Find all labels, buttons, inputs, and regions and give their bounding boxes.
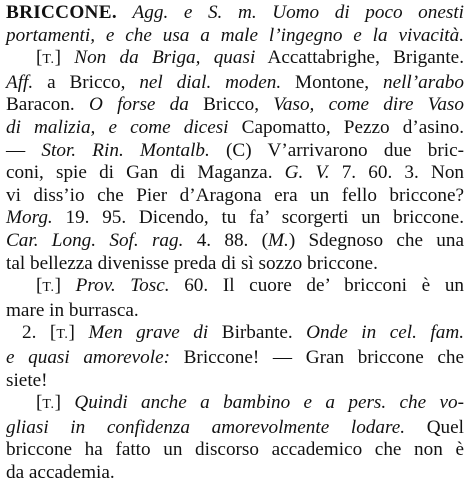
text-run: ]	[54, 47, 75, 69]
text-run: [	[36, 47, 43, 69]
italic-text: O forse da	[88, 94, 189, 116]
entry-line	[6, 322, 464, 347]
text-run: mare in burrasca.	[6, 299, 139, 321]
entry-line	[6, 117, 464, 140]
text-run: 60. Il cuore de’ bricconi è un	[169, 275, 465, 297]
text-run: [	[36, 392, 43, 414]
tommaseo-mark: T.	[56, 327, 69, 343]
text-run: Accattabrighe, Brigante.	[255, 47, 464, 69]
italic-text: portamenti, e che usa a male l’ingegno e la vivacità.	[6, 24, 464, 46]
entry-line	[6, 140, 464, 163]
entry-line	[6, 370, 464, 393]
tommaseo-mark: T.	[42, 52, 55, 68]
text-run: briccone ha fatto un discorso accademico che non è	[6, 439, 464, 461]
text-run: ) Sdegnoso che una	[288, 229, 465, 251]
text-run: Baracon.	[6, 94, 89, 116]
text-run: ]	[68, 322, 89, 344]
italic-text: Non da Briga, quasi	[74, 47, 256, 69]
text-run: —	[6, 139, 42, 161]
entry-line	[6, 417, 464, 440]
italic-text: Stor. Rin. Montalb.	[41, 139, 210, 161]
entry-line	[6, 230, 464, 253]
text-run	[117, 2, 133, 23]
text-run: Bricco,	[188, 94, 274, 116]
entry-line	[6, 462, 464, 484]
text-run: siete!	[6, 369, 48, 391]
text-run: 19. 95. Dicendo, tu fa’ scorgerti un briccone.	[52, 207, 464, 229]
entry-line	[6, 207, 464, 230]
entry-line	[6, 347, 464, 370]
italic-text: Men grave di	[88, 322, 209, 344]
italic-text: nel dial. moden.	[139, 71, 282, 93]
entry-line	[6, 162, 464, 185]
entry-line	[6, 275, 464, 300]
entry-line	[6, 253, 464, 276]
entry-line	[6, 300, 464, 323]
italic-text: Quindi anche a bambino e a pers. che vo-	[74, 392, 464, 414]
text-run: ]	[54, 275, 76, 297]
entry-line	[6, 185, 464, 208]
text-run: Capomatto, Pezzo d’asino.	[228, 116, 465, 138]
tommaseo-mark: T.	[42, 397, 55, 413]
text-run: [	[36, 275, 43, 297]
text-run: Birbante.	[208, 322, 307, 344]
text-run: (C) V’arrivarono due bric-	[209, 139, 465, 161]
text-run: a Bricco,	[33, 71, 140, 93]
italic-text: Aff.	[6, 71, 34, 93]
italic-text: Prov. Tosc.	[75, 275, 170, 297]
entry-line	[6, 94, 464, 117]
text-run: Briccone! — Gran briccone che	[170, 346, 464, 368]
italic-text: M.	[268, 229, 289, 251]
entry-line	[6, 392, 464, 417]
text-run: 4. 88. (	[183, 229, 269, 251]
text-run: Quel	[405, 416, 464, 438]
text-run: tal bellezza divenisse preda di sì sozzo briccone.	[6, 252, 378, 274]
entry-line	[6, 439, 464, 462]
italic-text: Agg. e S. m. Uomo di poco onesti	[132, 2, 464, 23]
text-run: vi diss’io che Pier d’Aragona era un fello briccone?	[6, 184, 464, 206]
italic-text: Morg.	[6, 207, 53, 229]
entry-line	[6, 47, 464, 72]
italic-text: gliasi in confidenza amorevolmente lodare.	[6, 416, 406, 438]
italic-text: di malizia, e come dicesi	[6, 116, 229, 138]
italic-text: G. V.	[284, 162, 330, 184]
entry-line	[6, 25, 464, 48]
tommaseo-mark: T.	[42, 280, 55, 296]
text-run: ]	[54, 392, 75, 414]
italic-text: Car. Long. Sof. rag.	[6, 229, 184, 251]
text-run: 7. 60. 3. Non	[329, 162, 465, 184]
text-run: Montone,	[281, 71, 383, 93]
italic-text: nell’arabo	[382, 71, 464, 93]
headword: BRICCONE.	[6, 2, 117, 23]
text-run: 2. [	[22, 322, 57, 344]
italic-text: Vaso, come dire Vaso	[273, 94, 464, 116]
text-run: da accademia.	[6, 461, 115, 483]
entry-line	[6, 2, 464, 25]
italic-text: e quasi amorevole:	[6, 346, 171, 368]
entry-line	[6, 72, 464, 95]
text-run: coni, spie di Gan di Maganza.	[6, 162, 285, 184]
italic-text: Onde in cel. fam.	[306, 322, 464, 344]
